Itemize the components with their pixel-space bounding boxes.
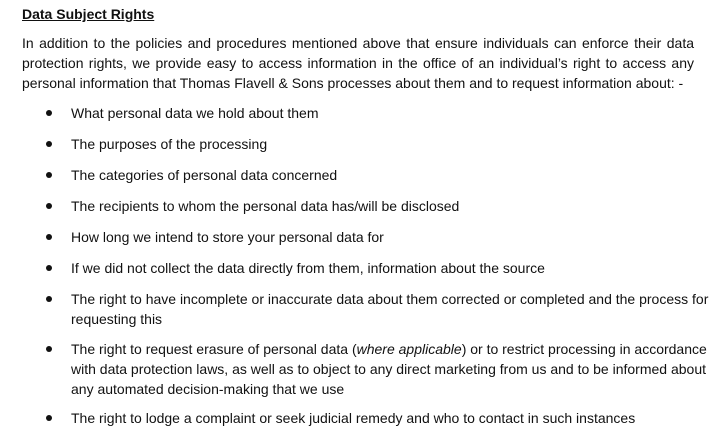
list-item-text: How long we intend to store your personal data for — [71, 229, 384, 245]
italic-emphasis: where applicable — [356, 341, 462, 357]
list-item — [22, 258, 694, 278]
list-item-text: The recipients to whom the personal data has/will be disclosed — [71, 198, 460, 214]
list-item — [22, 134, 694, 154]
bullet-icon — [46, 234, 52, 240]
bullet-icon — [46, 203, 52, 209]
bullet-icon — [46, 141, 52, 147]
bullet-icon — [46, 265, 52, 271]
bullet-icon — [46, 346, 52, 352]
list-item-text: with data protection laws, as well as to object to any direct marketing from us and to be informed about — [71, 361, 706, 377]
list-item — [22, 408, 694, 428]
list-item-text: The right to request erasure of personal data (where applicable) or to restrict processing in accordance — [71, 341, 707, 357]
intro-line: In addition to the policies and procedures mentioned above that ensure individuals can enforce their data — [22, 35, 694, 51]
bullet-icon — [46, 110, 52, 116]
list-item-text: The right to lodge a complaint or seek judicial remedy and who to contact in such instances — [71, 410, 636, 426]
list-item-text: What personal data we hold about them — [71, 105, 319, 121]
intro-line: personal information that Thomas Flavell & Sons processes about them and to request information about: - — [22, 75, 684, 91]
section-heading: Data Subject Rights — [22, 6, 155, 22]
list-item-text: The right to have incomplete or inaccurate data about them corrected or completed and the process for — [71, 291, 709, 307]
list-item-text: If we did not collect the data directly from them, information about the source — [71, 260, 545, 276]
bullet-icon — [46, 415, 52, 421]
list-item — [22, 165, 694, 185]
list-item — [22, 227, 694, 247]
list-item — [22, 196, 694, 216]
list-item-text: requesting this — [71, 311, 163, 327]
list-item — [22, 103, 694, 123]
bullet-icon — [46, 296, 52, 302]
list-item-text: The purposes of the processing — [71, 136, 268, 152]
list-item — [22, 339, 707, 399]
intro-line: protection rights, we provide easy to access information in the office of an individual’s right to access any — [22, 55, 694, 71]
list-item-text: any automated decision-making that we use — [71, 381, 345, 397]
intro-paragraph — [22, 33, 694, 93]
bullet-icon — [46, 172, 52, 178]
list-item-text: The categories of personal data concerned — [71, 167, 338, 183]
list-item — [22, 289, 709, 329]
